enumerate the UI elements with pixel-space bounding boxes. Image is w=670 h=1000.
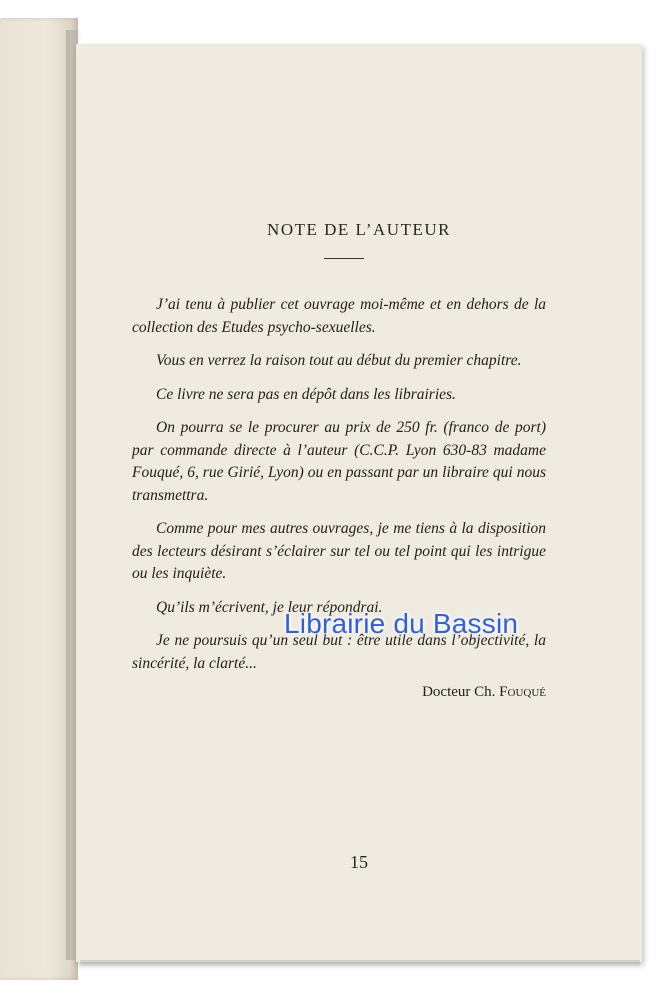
page-bottom-shadow	[80, 960, 640, 968]
seller-watermark: Librairie du Bassin	[284, 608, 519, 639]
title-rule-divider	[324, 258, 364, 259]
paragraph-2: Vous en verrez la raison tout au début du premier chapitre.	[156, 352, 522, 369]
book-page	[76, 44, 642, 962]
page-number: 15	[350, 852, 368, 872]
signature-prefix: Docteur Ch.	[422, 684, 500, 700]
signature-name: Fouqué	[499, 684, 546, 700]
paragraph-1: J’ai tenu à publier cet ouvrage moi-même et en dehors de la collection des Etudes psycho-sexuelles.	[132, 296, 546, 336]
paragraph-7: Je ne poursuis qu’un seul but : être utile dans l’objectivité, la sincérité, la clarté...	[132, 632, 546, 672]
paragraph-6: Qu’ils m’écrivent, je leur répondrai.	[156, 598, 383, 616]
paragraph-5: Comme pour mes autres ouvrages, je me tiens à la disposition des lecteurs désirant s’éclairer sur tel ou tel point qui les intrigue ou les inquiète.	[132, 520, 546, 582]
paragraph-3: Ce livre ne sera pas en dépôt dans les librairies.	[156, 385, 456, 403]
page-title: NOTE DE L’AUTEUR	[267, 220, 451, 239]
author-signature	[312, 684, 546, 701]
paragraph-4: On pourra se le procurer au prix de 250 fr. (franco de port) par commande directe à l’auteur (C.C.P. Lyon 630-83 madame Fouqué, 6, rue Girié, Lyon) ou en passant par un libraire qui nous transmettra.	[132, 419, 546, 504]
